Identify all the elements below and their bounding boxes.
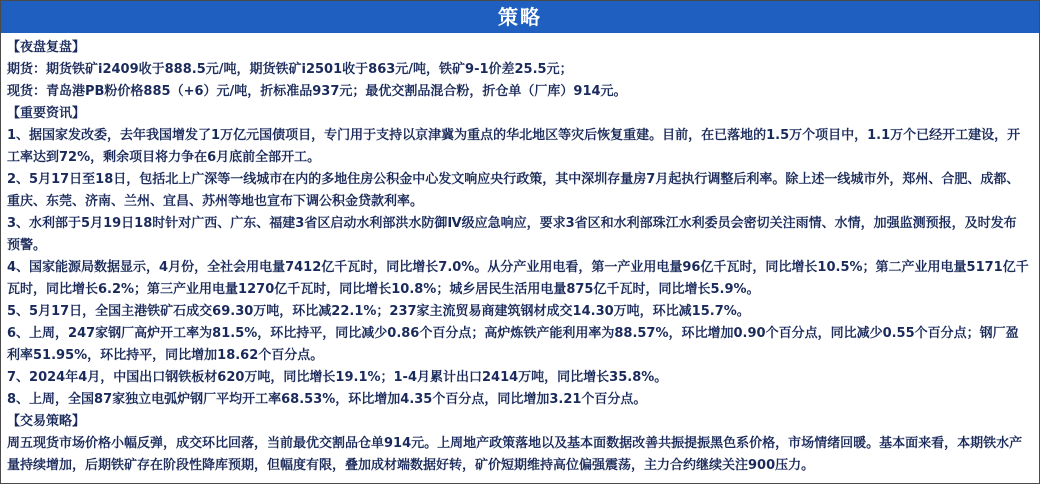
spot-summary: 现货：青岛港PB粉价格885（+6）元/吨，折标准品937元；最优交割品混合粉，折仓单（厂库）914元。 xyxy=(7,84,627,99)
news-item: 7、2024年4月，中国出口钢铁板材620万吨，同比增长19.1%；1-4月累计出口2414万吨，同比增长35.8%。 xyxy=(7,370,668,385)
night-review-title: 【夜盘复盘】 xyxy=(7,40,86,55)
news-title: 【重要资讯】 xyxy=(7,106,86,121)
news-item: 3、水利部于5月19日18时针对广西、广东、福建3省区启动水利部洪水防御Ⅳ级应急响应，要求3省区和水利部珠江水利委员会密切关注雨情、水情，加强监测预报，及时发布预警。 xyxy=(7,216,1017,253)
news-item: 5、5月17日，全国主港铁矿石成交69.30万吨，环比减22.1%；237家主流贸易商建筑钢材成交14.30万吨，环比减15.7%。 xyxy=(7,304,750,319)
news-item: 4、国家能源局数据显示，4月份，全社会用电量7412亿千瓦时，同比增长7.0%。从分产业用电看，第一产业用电量96亿千瓦时，同比增长10.5%；第二产业用电量5171亿千瓦时，同比增长6.2%；第三产业用电量1270亿千瓦时，同比增长10.8%；城乡居民生活用电量875亿千瓦时，同比增长5.9%。 xyxy=(7,260,1029,297)
futures-summary: 期货：期货铁矿i2409收于888.5元/吨，期货铁矿i2501收于863元/吨，铁矿9-1价差25.5元； xyxy=(7,62,573,77)
news-item: 6、上周，247家钢厂高炉开工率为81.5%，环比持平，同比减少0.86个百分点；高炉炼铁产能利用率为88.57%，环比增加0.90个百分点，同比减少0.55个百分点；钢厂盈利率51.95%，环比持平，同比增加18.62个百分点。 xyxy=(7,326,1019,363)
news-item: 2、5月17日至18日，包括北上广深等一线城市在内的多地住房公积金中心发文响应央行政策，其中深圳存量房7月起执行调整后利率。除上述一线城市外，郑州、合肥、成都、重庆、东莞、济南、兰州、宜昌、苏州等地也宣布下调公积金贷款利率。 xyxy=(7,172,1020,209)
news-item: 8、上周，全国87家独立电弧炉钢厂平均开工率68.53%，环比增加4.35个百分点，同比增加3.21个百分点。 xyxy=(7,392,647,407)
panel-title: 策略 xyxy=(1,1,1039,33)
news-item: 1、据国家发改委，去年我国增发了1万亿元国债项目，专门用于支持以京津冀为重点的华北地区等灾后恢复重建。目前，在已落地的1.5万个项目中，1.1万个已经开工建设，开工率达到72%，剩余项目将力争在6月底前全部开工。 xyxy=(7,128,1021,165)
strategy-title: 【交易策略】 xyxy=(7,414,86,429)
panel-content xyxy=(1,33,1039,477)
strategy-text: 周五现货市场价格小幅反弹，成交环比回落，当前最优交割品仓单914元。上周地产政策落地以及基本面数据改善共振提振黑色系价格，市场情绪回暖。基本面来看，本期铁水产量持续增加，后期铁矿存在阶段性降库预期，但幅度有限，叠加成材端数据好转，矿价短期维持高位偏强震荡，主力合约继续关注900压力。 xyxy=(7,436,1023,473)
